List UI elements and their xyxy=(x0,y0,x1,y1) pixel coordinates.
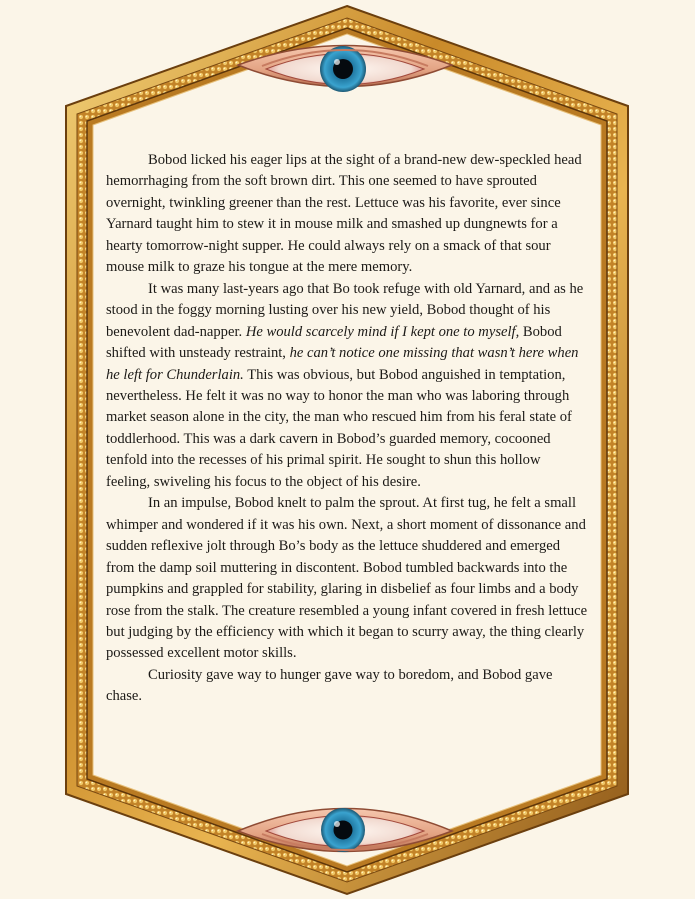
story-paragraph xyxy=(106,279,588,494)
paragraph-text: It was many last-years ago that Bo took refuge with old Yarnard, and as he stood in the foggy morning lusting over his new yield, Bobod thought of his benevolent dad-napper. xyxy=(106,280,584,340)
paragraph-text: Bobod shifted with unsteady restraint, xyxy=(106,323,562,362)
paragraph-text: This was obvious, but Bobod anguished in temptation, nevertheless. He felt it was no way to honor the man who was laboring through market season alone in the city, the man who rescued him from his feral state of toddlerhood. This was a dark cavern in Bobod’s guarded memory, cocooned tenfold into the recesses of his primal spirit. He sought to shun this hollow feeling, swiveling his focus to the object of his desire. xyxy=(106,366,572,490)
paragraph-text: Bobod licked his eager lips at the sight of a brand-new dew-speckled head hemorrhaging from the soft brown dirt. This one seemed to have sprouted overnight, twinkling greener than the rest. Lettuce was his favorite, ever since Yarnard taught him to stew it in mouse milk and smashed up dungnewts for a hearty tomorrow-night supper. He could always rely on a smack of that sour mouse milk to graze his tongue at the mere memory. xyxy=(106,152,582,276)
italic-thought-text: He would scarcely mind if I kept one to myself, xyxy=(245,323,520,340)
story-paragraph xyxy=(106,493,588,665)
paragraph-text: Curiosity gave way to hunger gave way to boredom, and Bobod gave chase. xyxy=(106,666,553,705)
story-paragraph xyxy=(106,150,588,279)
italic-thought-text: he can’t notice one missing that wasn’t here when he left for Chunderlain. xyxy=(106,345,579,383)
story-paragraph xyxy=(106,665,588,708)
paragraph-text: In an impulse, Bobod knelt to palm the sprout. At first tug, he felt a small whimper and wondered if it was his own. Next, a short moment of dissonance and sudden reflexive jolt through Bo’s body as the lettuce shuddered and emerged from the damp soil muttering in discontent. Bobod tumbled backwards into the pumpkins and grappled for stability, glaring in disbelief as four limbs and a body rose from the stalk. The creature resembled a young infant covered in fresh lettuce but judging by the efficiency with which it began to scurry away, the thing clearly possessed excellent motor skills. xyxy=(106,495,588,662)
story-text xyxy=(106,150,588,708)
